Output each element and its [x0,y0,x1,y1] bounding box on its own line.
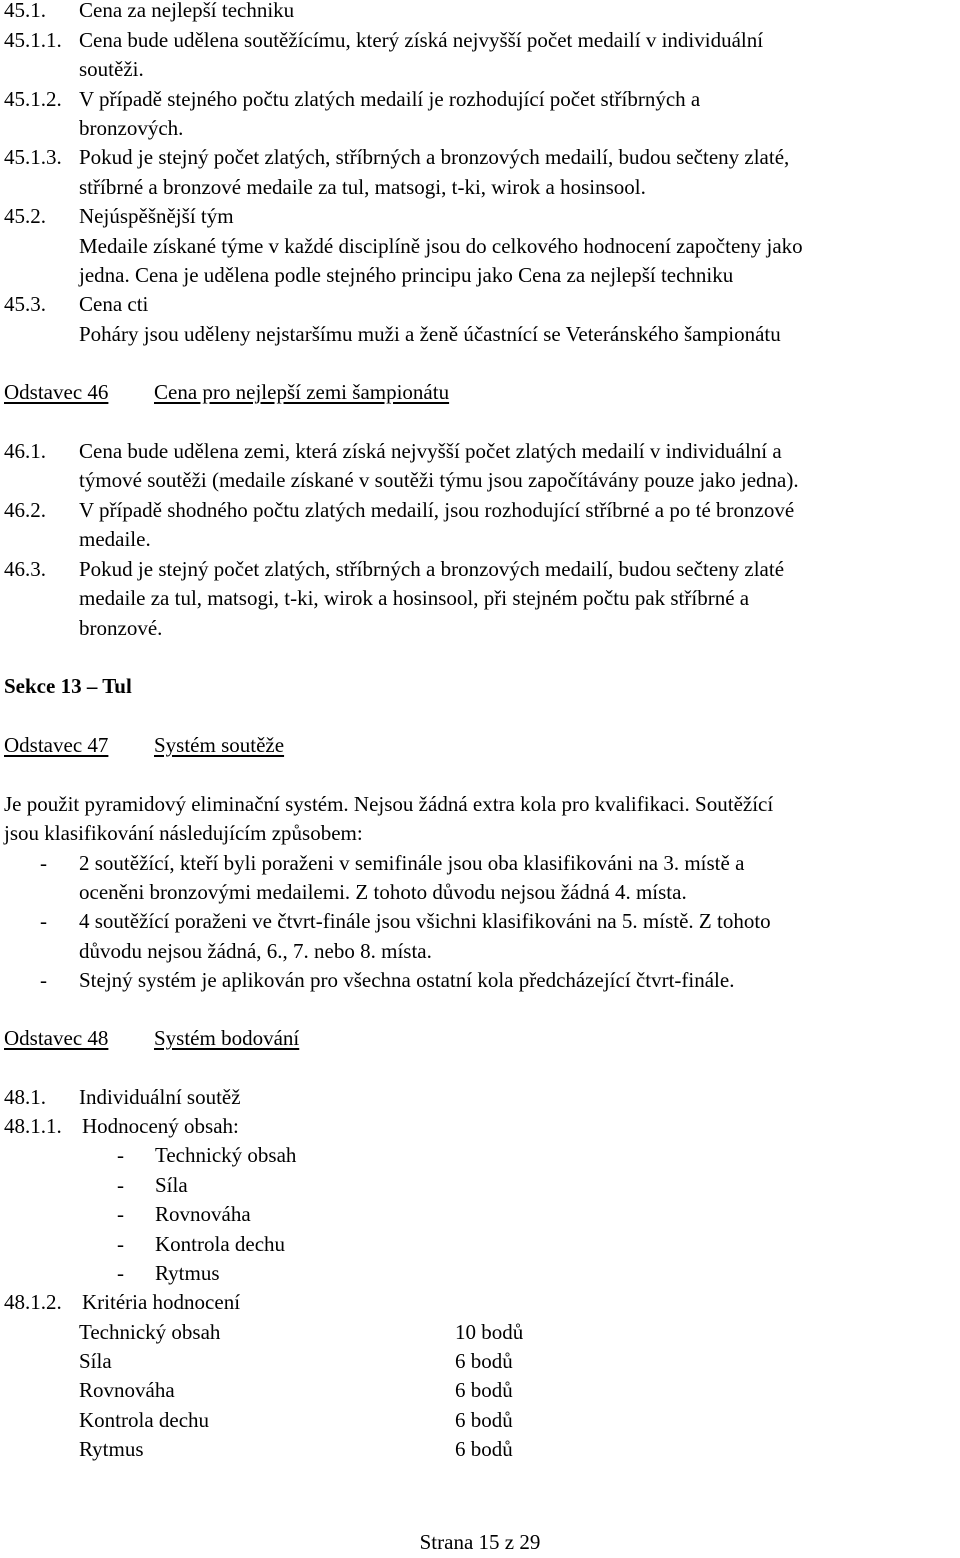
page-number: Strana 15 z 29 [419,1530,541,1554]
paragraph-47-intro-line-2: jsou klasifikování následujícím způsobem: [4,821,363,845]
bullet-1-line-1: 2 soutěžící, kteří byli poraženi v semifinále jsou oba klasifikováni na 3. místě a [79,851,745,875]
section-number-48-1-2: 48.1.2. [4,1290,62,1314]
paragraph-45-3-line-1: Poháry jsou uděleny nejstaršímu muži a ženě účastnící se Veteránského šampionátu [79,322,781,346]
section-number-48-1: 48.1. [4,1085,46,1109]
criteria-points: 6 bodů [455,1349,513,1373]
criteria-name: Síla [79,1349,112,1373]
paragraph-46-3-line-2: medaile za tul, matsogi, t-ki, wirok a hosinsool, při stejném počtu pak stříbrné a [79,586,750,610]
bullet-dash: - [40,851,47,875]
paragraph-45-1-3-line-2: stříbrné a bronzové medaile za tul, matsogi, t-ki, wirok a hosinsool. [79,175,646,199]
paragraph-45-2-line-2: jedna. Cena je udělena podle stejného principu jako Cena za nejlepší techniku [79,263,734,287]
section-number-46-1: 46.1. [4,439,46,463]
list-dash: - [117,1261,124,1285]
paragraph-47-intro-line-1: Je použit pyramidový eliminační systém. Nejsou žádná extra kola pro kvalifikaci. Soutěžící [4,792,774,816]
bullet-dash: - [40,968,47,992]
section-number-48-1-1: 48.1.1. [4,1114,62,1138]
criteria-name: Rytmus [79,1437,144,1461]
paragraph-45-2-line-1: Medaile získané týme v každé disciplíně jsou do celkového hodnocení započteny jako [79,234,803,258]
article-title-46: Cena pro nejlepší zemi šampionátu [154,380,450,404]
bullet-1-line-2: oceněni bronzovými medailemi. Z tohoto důvodu nejsou žádná 4. místa. [79,880,687,904]
section-number-45-3: 45.3. [4,292,46,316]
article-label-48: Odstavec 48 [4,1026,109,1050]
bullet-3-line-1: Stejný systém je aplikován pro všechna ostatní kola předcházející čtvrt-finále. [79,968,735,992]
paragraph-45-1-2-line-2: bronzových. [79,116,184,140]
criteria-name: Rovnováha [79,1378,175,1402]
section-number-45-1-1: 45.1.1. [4,28,62,52]
article-label-47: Odstavec 47 [4,733,109,757]
section-title-48-1-2: Kritéria hodnocení [82,1290,241,1314]
section-title-48-1-1: Hodnocený obsah: [82,1114,239,1138]
section-number-45-1-3: 45.1.3. [4,145,62,169]
section-number-45-1-2: 45.1.2. [4,87,62,111]
list-dash: - [117,1143,124,1167]
criteria-points: 6 bodů [455,1408,513,1432]
paragraph-46-2-line-1: V případě shodného počtu zlatých medailí, jsou rozhodující stříbrné a po té bronzové [79,498,795,522]
paragraph-46-2-line-2: medaile. [79,527,151,551]
paragraph-45-1-3-line-1: Pokud je stejný počet zlatých, stříbrných a bronzových medailí, budou sečteny zlaté, [79,145,790,169]
bullet-dash: - [40,909,47,933]
section-title-45-3: Cena cti [79,292,149,316]
content-item: Technický obsah [155,1143,297,1167]
criteria-points: 6 bodů [455,1437,513,1461]
section-number-45-1: 45.1. [4,0,46,22]
paragraph-45-1-2-line-1: V případě stejného počtu zlatých medailí je rozhodující počet stříbrných a [79,87,701,111]
section-title-48-1: Individuální soutěž [79,1085,241,1109]
paragraph-46-1-line-1: Cena bude udělena zemi, která získá nejvyšší počet zlatých medailí v individuální a [79,439,782,463]
list-dash: - [117,1232,124,1256]
bullet-2-line-1: 4 soutěžící poraženi ve čtvrt-finále jsou všichni klasifikováni na 5. místě. Z tohoto [79,909,771,933]
content-item: Rytmus [155,1261,220,1285]
section-title-45-2: Nejúspěšnější tým [79,204,234,228]
paragraph-46-1-line-2: týmové soutěži (medaile získané v soutěži týmu jsou započítávány pouze jako jedna). [79,468,799,492]
content-item: Kontrola dechu [155,1232,286,1256]
section-title-45-1: Cena za nejlepší techniku [79,0,295,22]
section-number-46-2: 46.2. [4,498,46,522]
article-label-46: Odstavec 46 [4,380,109,404]
section-number-45-2: 45.2. [4,204,46,228]
article-title-48: Systém bodování [154,1026,300,1050]
paragraph-46-3-line-1: Pokud je stejný počet zlatých, stříbrných a bronzových medailí, budou sečteny zlaté [79,557,785,581]
bullet-2-line-2: důvodu nejsou žádná, 6., 7. nebo 8. místa. [79,939,432,963]
criteria-name: Technický obsah [79,1320,221,1344]
criteria-name: Kontrola dechu [79,1408,210,1432]
content-item: Rovnováha [155,1202,251,1226]
criteria-points: 10 bodů [455,1320,524,1344]
paragraph-46-3-line-3: bronzové. [79,616,163,640]
paragraph-45-1-1-line-1: Cena bude udělena soutěžícímu, který získá nejvyšší počet medailí v individuální [79,28,764,52]
section-number-46-3: 46.3. [4,557,46,581]
criteria-points: 6 bodů [455,1378,513,1402]
section-heading-13: Sekce 13 – Tul [4,674,132,698]
list-dash: - [117,1173,124,1197]
article-title-47: Systém soutěže [154,733,285,757]
list-dash: - [117,1202,124,1226]
content-item: Síla [155,1173,188,1197]
paragraph-45-1-1-line-2: soutěži. [79,57,144,81]
